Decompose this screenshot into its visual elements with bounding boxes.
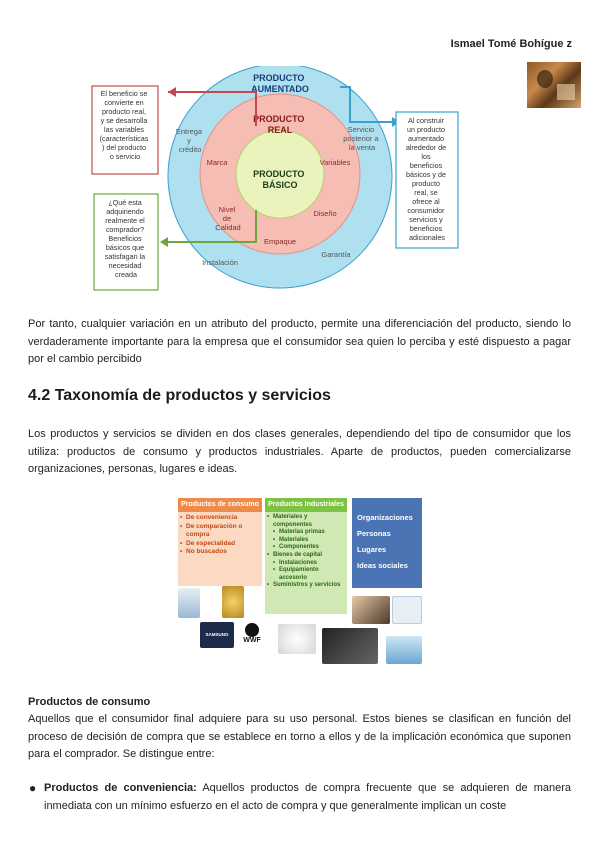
product-image-toothpaste [178,588,200,618]
label-entrega: Entrega y crédito [175,127,203,154]
label-marca: Marca [206,158,228,167]
consumo-item: • No buscados [186,548,260,557]
author-photo [527,62,581,108]
basico-title-1: PRODUCTO [253,169,305,179]
product-image-wwf [240,622,264,652]
paragraph-variation: Por tanto, cualquier variación en un atributo del producto, permite una diferenciación del producto, siendo lo verdaderamente importante para la empresa que el consumidor sea quien lo perciba y esté dispuesto a pagar por el cambio percibido [28,318,571,365]
paragraph-taxonomy: Los productos y servicios se dividen en dos clases generales, dependiendo del tipo de consumidor que los utiliza: productos de consumo y productos industriales. Aparte de productos, pueden comercializarse organizaciones, personas, lugares e ideas. [28,428,571,475]
label-garantia: Garantía [321,250,351,259]
label-empaque: Empaque [263,237,297,246]
consumo-item: • De conveniencia [186,514,260,523]
section-title: 4.2 Taxonomía de productos y servicios [28,387,331,404]
label-variables: Variables [319,158,351,167]
box-aumentado-text: Al construir un producto aumentado alrededor de los beneficios básicos y de producto real, se ofrece al consumidor servicios y beneficios adicionales [405,116,447,242]
industriales-subitem: • Equipamiento accesorio [273,567,345,582]
samsung-logo: SAMSUNG [205,632,229,637]
product-image-doc [392,596,422,624]
arrow-real-head [168,87,176,97]
industriales-item: • Bienes de capital [273,552,345,560]
product-image-watch [222,586,244,618]
industriales-subitem: • Componentes [273,544,345,552]
real-title-2: REAL [267,125,293,135]
wwf-logo: WWF [243,637,261,644]
product-image-water [386,636,422,664]
col-consumo [178,498,262,586]
bullet-conveniencia [29,780,572,815]
col-otros [352,498,422,588]
col-industriales [265,498,347,614]
box-real-text: El beneficio se convierte en producto real, y se desarrolla las variables (características ) del producto o servicio [99,89,149,161]
consumo-item: • De especialidad [186,540,260,549]
aumentado-title [251,73,309,94]
label-nivel: Nivel de Calidad [215,205,241,232]
label-servicio: Servicio posterior a la venta [343,125,379,152]
aumentado-title-2: AUMENTADO [251,84,309,94]
box-basico-text: ¿Qué esta adquiriendo realmente el comprador? Beneficios básicos que satisfagan la necesidad creada [104,198,146,279]
author-name: Ismael Tomé Bohígue z [450,38,572,50]
product-image-tv [200,622,234,648]
product-image-ad [322,628,378,664]
industriales-item: • Materiales y componentes [273,514,345,529]
otros-item: Organizaciones [357,513,413,522]
product-image-people [352,596,390,624]
otros-item: Lugares [357,545,387,554]
industriales-title: Productos Industriales [265,498,347,512]
industriales-subitem: • Materias primas [273,529,345,537]
label-instalacion: Instalación [202,258,238,267]
label-diseno: Diseño [313,209,337,218]
consumo-title: Productos de consumo [178,498,262,512]
product-image-cotton [278,624,316,654]
bullet-text: Aquellos productos de compra frecuente que se adquieren de manera inmediata con un mínimo esfuerzo en el acto de compra y que generalmente implican un coste [44,782,572,812]
industriales-item: • Suministros y servicios [273,582,345,590]
bullet-term: Productos de conveniencia: [44,782,197,794]
product-levels-diagram [88,66,472,294]
bullet-dot: ● [29,781,37,795]
real-title-1: PRODUCTO [253,114,305,124]
industriales-subitem: • Instalaciones [273,560,345,568]
basico-title-2: BÁSICO [262,180,298,190]
aumentado-title-1: PRODUCTO [253,73,305,83]
otros-item: Personas [357,529,391,538]
subsection-title: Productos de consumo [28,696,151,708]
consumo-item: • De comparación o compra [186,523,260,540]
paragraph-consumo: Aquellos que el consumidor final adquiere para su uso personal. Estos bienes se clasifican en función del proceso de decisión de compra que se establece en torno a ellos y de la implicación económica que suponen para el comprador. Se distingue entre: [28,713,571,760]
industriales-subitem: • Materiales [273,537,345,545]
taxonomy-figure [172,496,424,670]
arrow-basico-head [160,237,168,247]
otros-item: Ideas sociales [357,561,408,570]
